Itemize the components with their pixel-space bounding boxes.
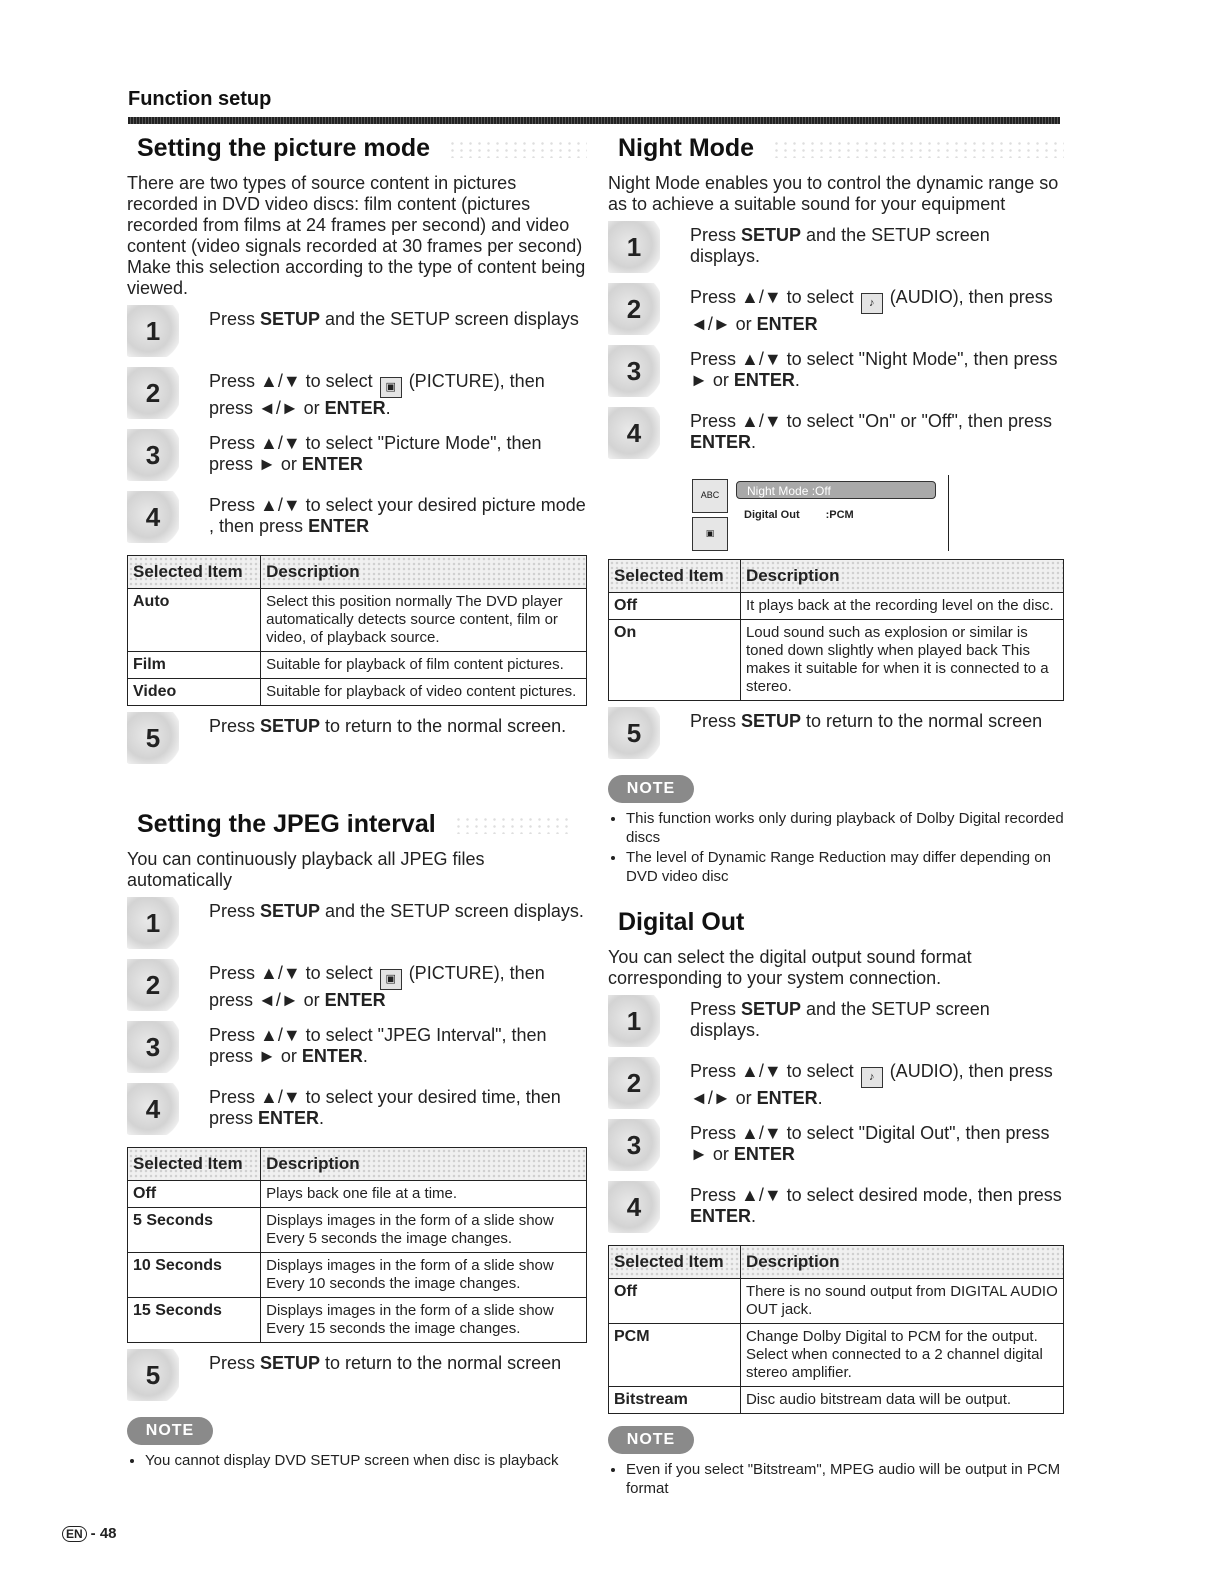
- step-row: [127, 307, 587, 369]
- step-number-badge: 4: [127, 491, 179, 543]
- step-text: and the SETUP screen displays.: [690, 225, 990, 266]
- selected-item-cell: Video: [128, 679, 261, 706]
- table-header-row: [128, 1148, 587, 1181]
- step-text: Press ▲/▼ to select "JPEG Interval", then press ► or: [209, 1025, 547, 1066]
- description-cell: Displays images in the form of a slide show Every 10 seconds the image changes.: [261, 1253, 587, 1298]
- step-number-badge: 1: [608, 221, 660, 273]
- selected-item-cell: On: [609, 620, 741, 701]
- description-cell: Plays back one file at a time.: [261, 1181, 587, 1208]
- step-number-badge: 5: [127, 712, 179, 764]
- table-row: [128, 1253, 587, 1298]
- step-text: .: [794, 370, 800, 390]
- column-header: Selected Item: [609, 560, 741, 593]
- night-mode-steps: [608, 223, 1064, 471]
- step-row: [608, 1183, 1064, 1245]
- key-name: SETUP: [741, 711, 802, 731]
- step-instruction: [209, 714, 566, 737]
- step-text: Press ▲/▼ to select "On" or "Off", then press: [690, 411, 1052, 431]
- table-row: [128, 589, 587, 652]
- digital-out-section: [608, 908, 1064, 1498]
- table-row: [128, 1298, 587, 1343]
- step-text: (AUDIO), then press ◄/► or: [690, 287, 1053, 334]
- night-notes: [608, 809, 1064, 886]
- selected-item-cell: Off: [609, 1279, 741, 1324]
- step-text: Press: [690, 999, 742, 1019]
- digital-out-steps: [608, 997, 1064, 1245]
- key-name: SETUP: [260, 901, 321, 921]
- step-row: [608, 409, 1064, 471]
- step-instruction: [690, 997, 1064, 1041]
- step-text: Press ▲/▼ to select desired mode, then press: [690, 1185, 1062, 1205]
- picture-mode-steps: [127, 307, 587, 555]
- step-text: .: [817, 1088, 823, 1108]
- step-row: [127, 369, 587, 431]
- osd-preview: [692, 475, 949, 551]
- step-text: .: [362, 1046, 368, 1066]
- right-column: [608, 134, 1064, 1499]
- step-text: Press ▲/▼ to select: [690, 1061, 859, 1081]
- step-instruction: [690, 347, 1064, 391]
- description-cell: Disc audio bitstream data will be output.: [740, 1387, 1063, 1414]
- step-text: and the SETUP screen displays.: [690, 999, 990, 1040]
- picture-icon: ▣: [380, 377, 402, 398]
- key-name: SETUP: [260, 1353, 321, 1373]
- table-row: [128, 652, 587, 679]
- key-name: ENTER: [301, 1046, 363, 1066]
- step-text: Press ▲/▼ to select your desired picture mode , then press: [209, 495, 586, 536]
- table-row: [609, 620, 1064, 701]
- selected-item-cell: Bitstream: [609, 1387, 741, 1414]
- step-text: Press ▲/▼ to select: [690, 287, 859, 307]
- step-row: [127, 714, 587, 776]
- description-cell: Change Dolby Digital to PCM for the output. Select when connected to a 2 channel digital stereo amplifier.: [740, 1324, 1063, 1387]
- column-header: Description: [740, 560, 1063, 593]
- note-item: • Even if you select "Bitstream", MPEG audio will be output in PCM format: [626, 1460, 1064, 1498]
- step-row: [608, 223, 1064, 285]
- step-text: .: [319, 1108, 325, 1128]
- night-mode-step5: [608, 709, 1064, 771]
- step-number-badge: 4: [127, 1083, 179, 1135]
- step-text: Press ▲/▼ to select: [209, 371, 378, 391]
- step-row: [608, 709, 1064, 771]
- description-cell: Displays images in the form of a slide show Every 5 seconds the image changes.: [261, 1208, 587, 1253]
- key-name: SETUP: [741, 225, 802, 245]
- step-row: [127, 1023, 587, 1085]
- step-text: Press ▲/▼ to select your desired time, then press: [209, 1087, 561, 1128]
- description-cell: It plays back at the recording level on the disc.: [740, 593, 1063, 620]
- description-cell: Select this position normally The DVD player automatically detects source content, film or video, of playback source.: [261, 589, 587, 652]
- selected-item-cell: Film: [128, 652, 261, 679]
- step-number-badge: 4: [608, 1181, 660, 1233]
- step-instruction: [690, 1183, 1064, 1227]
- step-text: Press: [209, 309, 261, 329]
- osd-night-mode-bar: Night Mode :Off: [736, 481, 936, 499]
- key-name: ENTER: [690, 1206, 752, 1226]
- step-text: Press ▲/▼ to select "Night Mode", then press ► or: [690, 349, 1058, 390]
- picture-mode-intro: There are two types of source content in pictures recorded in DVD video discs: film content (pictures recorded from films at 24 frames per second) and video content (video signals recorded at 30 frames per second) Make this selection according to the type of content being viewed.: [127, 173, 586, 298]
- table-row: [128, 1208, 587, 1253]
- step-number-badge: 5: [127, 1349, 179, 1401]
- step-instruction: [209, 1023, 587, 1067]
- step-row: [608, 285, 1064, 347]
- step-text: .: [385, 398, 391, 418]
- description-cell: Suitable for playback of video content pictures.: [261, 679, 587, 706]
- step-instruction: [690, 709, 1042, 732]
- night-mode-intro: Night Mode enables you to control the dynamic range so as to achieve a suitable sound for your equipment: [608, 173, 1059, 214]
- step-text: Press ▲/▼ to select: [209, 963, 378, 983]
- step-instruction: [209, 307, 579, 330]
- step-text: Press ▲/▼ to select "Digital Out", then press ► or: [690, 1123, 1050, 1164]
- step-number-badge: 2: [127, 367, 179, 419]
- table-header-row: [609, 1246, 1064, 1279]
- jpeg-interval-section: [127, 810, 587, 1470]
- column-header: Description: [740, 1246, 1063, 1279]
- step-text: (AUDIO), then press ◄/► or: [690, 1061, 1053, 1108]
- step-instruction: [209, 899, 584, 922]
- step-row: [608, 997, 1064, 1059]
- step-text: (PICTURE), then press ◄/► or: [209, 963, 545, 1010]
- picture-icon: ▣: [380, 969, 402, 990]
- picture-icon: ▣: [692, 517, 728, 551]
- key-name: ENTER: [324, 398, 386, 418]
- key-name: ENTER: [733, 370, 795, 390]
- night-mode-table: [608, 559, 1064, 701]
- step-instruction: [209, 1351, 561, 1374]
- note-item: • This function works only during playback of Dolby Digital recorded discs: [626, 809, 1064, 847]
- step-instruction: [209, 369, 587, 419]
- step-number-badge: 3: [127, 429, 179, 481]
- audio-icon: ♪: [861, 1067, 883, 1088]
- key-name: ENTER: [690, 432, 752, 452]
- language-badge: EN: [62, 1526, 87, 1542]
- key-name: SETUP: [260, 309, 321, 329]
- digital-out-title: Digital Out: [618, 908, 745, 936]
- jpeg-interval-table: [127, 1147, 587, 1343]
- step-instruction: [209, 1085, 587, 1129]
- table-row: [609, 1324, 1064, 1387]
- step-text: Press: [209, 901, 261, 921]
- jpeg-interval-steps: [127, 899, 587, 1147]
- step-text: to return to the normal screen.: [320, 716, 567, 736]
- column-header: Description: [261, 1148, 587, 1181]
- note-item: • The level of Dynamic Range Reduction may differ depending on DVD video disc: [626, 848, 1064, 886]
- column-header: Selected Item: [128, 556, 261, 589]
- table-row: [609, 1279, 1064, 1324]
- step-row: [127, 1351, 587, 1413]
- step-row: [127, 1085, 587, 1147]
- table-header-row: [128, 556, 587, 589]
- step-instruction: [209, 493, 587, 537]
- night-note-badge: NOTE: [608, 775, 694, 803]
- step-text: .: [751, 1206, 757, 1226]
- table-header-row: [609, 560, 1064, 593]
- step-number-badge: 3: [608, 345, 660, 397]
- jpeg-interval-title: Setting the JPEG interval: [137, 810, 587, 839]
- selected-item-cell: Off: [609, 593, 741, 620]
- key-name: ENTER: [301, 454, 363, 474]
- key-name: ENTER: [258, 1108, 320, 1128]
- note-item: • You cannot display DVD SETUP screen when disc is playback: [145, 1451, 587, 1470]
- step-instruction: [690, 285, 1064, 335]
- step-row: [608, 347, 1064, 409]
- key-name: ENTER: [733, 1144, 795, 1164]
- picture-mode-title: Setting the picture mode: [137, 134, 587, 163]
- step-row: [608, 1121, 1064, 1183]
- table-row: [128, 679, 587, 706]
- abc-icon: ABC: [692, 479, 728, 513]
- step-text: to return to the normal screen: [320, 1353, 562, 1373]
- step-instruction: [690, 1059, 1064, 1109]
- step-instruction: [690, 409, 1064, 453]
- step-number-badge: 1: [608, 995, 660, 1047]
- step-text: and the SETUP screen displays: [320, 309, 579, 329]
- header-rule: [128, 117, 1060, 124]
- selected-item-cell: PCM: [609, 1324, 741, 1387]
- description-cell: There is no sound output from DIGITAL AUDIO OUT jack.: [740, 1279, 1063, 1324]
- selected-item-cell: Auto: [128, 589, 261, 652]
- jpeg-interval-intro: You can continuously playback all JPEG files automatically: [127, 849, 485, 890]
- page-section-title: Function setup: [128, 88, 272, 110]
- step-instruction: [690, 223, 1064, 267]
- step-row: [608, 1059, 1064, 1121]
- picture-mode-section: [127, 134, 587, 776]
- jpeg-interval-step5: [127, 1351, 587, 1413]
- step-number-badge: 3: [127, 1021, 179, 1073]
- digital-out-intro: You can select the digital output sound format corresponding to your system connection.: [608, 947, 972, 988]
- digital-note-badge: NOTE: [608, 1426, 694, 1454]
- selected-item-cell: 15 Seconds: [128, 1298, 261, 1343]
- jpeg-note-badge: NOTE: [127, 1417, 213, 1445]
- description-cell: Suitable for playback of film content pictures.: [261, 652, 587, 679]
- column-header: Selected Item: [609, 1246, 741, 1279]
- night-mode-section: [608, 134, 1064, 886]
- audio-icon: ♪: [861, 293, 883, 314]
- description-cell: Displays images in the form of a slide show Every 15 seconds the image changes.: [261, 1298, 587, 1343]
- key-name: ENTER: [756, 314, 818, 334]
- picture-mode-step5: [127, 714, 587, 776]
- step-text: to return to the normal screen: [801, 711, 1043, 731]
- jpeg-notes: [127, 1451, 587, 1470]
- selected-item-cell: 10 Seconds: [128, 1253, 261, 1298]
- step-number-badge: 3: [608, 1119, 660, 1171]
- page-number: EN - 48: [62, 1525, 117, 1542]
- step-instruction: [209, 961, 587, 1011]
- step-row: [127, 493, 587, 555]
- selected-item-cell: Off: [128, 1181, 261, 1208]
- key-name: ENTER: [324, 990, 386, 1010]
- step-text: Press: [690, 711, 742, 731]
- step-text: Press: [690, 225, 742, 245]
- step-text: .: [751, 432, 757, 452]
- step-number-badge: 2: [127, 959, 179, 1011]
- table-row: [128, 1181, 587, 1208]
- description-cell: Loud sound such as explosion or similar is toned down slightly when played back This makes it suitable for when it is connected to a stereo.: [740, 620, 1063, 701]
- step-number-badge: 1: [127, 305, 179, 357]
- step-row: [127, 431, 587, 493]
- column-header: Selected Item: [128, 1148, 261, 1181]
- table-row: [609, 1387, 1064, 1414]
- selected-item-cell: 5 Seconds: [128, 1208, 261, 1253]
- key-name: SETUP: [741, 999, 802, 1019]
- column-header: Description: [261, 556, 587, 589]
- step-row: [127, 961, 587, 1023]
- step-number-badge: 4: [608, 407, 660, 459]
- table-row: [609, 593, 1064, 620]
- digital-out-table: [608, 1245, 1064, 1414]
- key-name: ENTER: [308, 516, 370, 536]
- key-name: SETUP: [260, 716, 321, 736]
- key-name: ENTER: [756, 1088, 818, 1108]
- step-number-badge: 2: [608, 1057, 660, 1109]
- step-text: and the SETUP screen displays.: [320, 901, 584, 921]
- step-text: Press: [209, 716, 261, 736]
- digital-notes: [608, 1460, 1064, 1498]
- step-text: Press: [209, 1353, 261, 1373]
- step-instruction: [690, 1121, 1064, 1165]
- step-text: (PICTURE), then press ◄/► or: [209, 371, 545, 418]
- picture-mode-table: [127, 555, 587, 706]
- step-number-badge: 2: [608, 283, 660, 335]
- left-column: [127, 134, 587, 1471]
- step-number-badge: 5: [608, 707, 660, 759]
- step-text: Press ▲/▼ to select "Picture Mode", then press ► or: [209, 433, 542, 474]
- step-row: [127, 899, 587, 961]
- osd-digital-out-line: Digital Out :PCM: [744, 509, 854, 521]
- step-number-badge: 1: [127, 897, 179, 949]
- night-mode-title: Night Mode: [618, 134, 1064, 163]
- step-instruction: [209, 431, 587, 475]
